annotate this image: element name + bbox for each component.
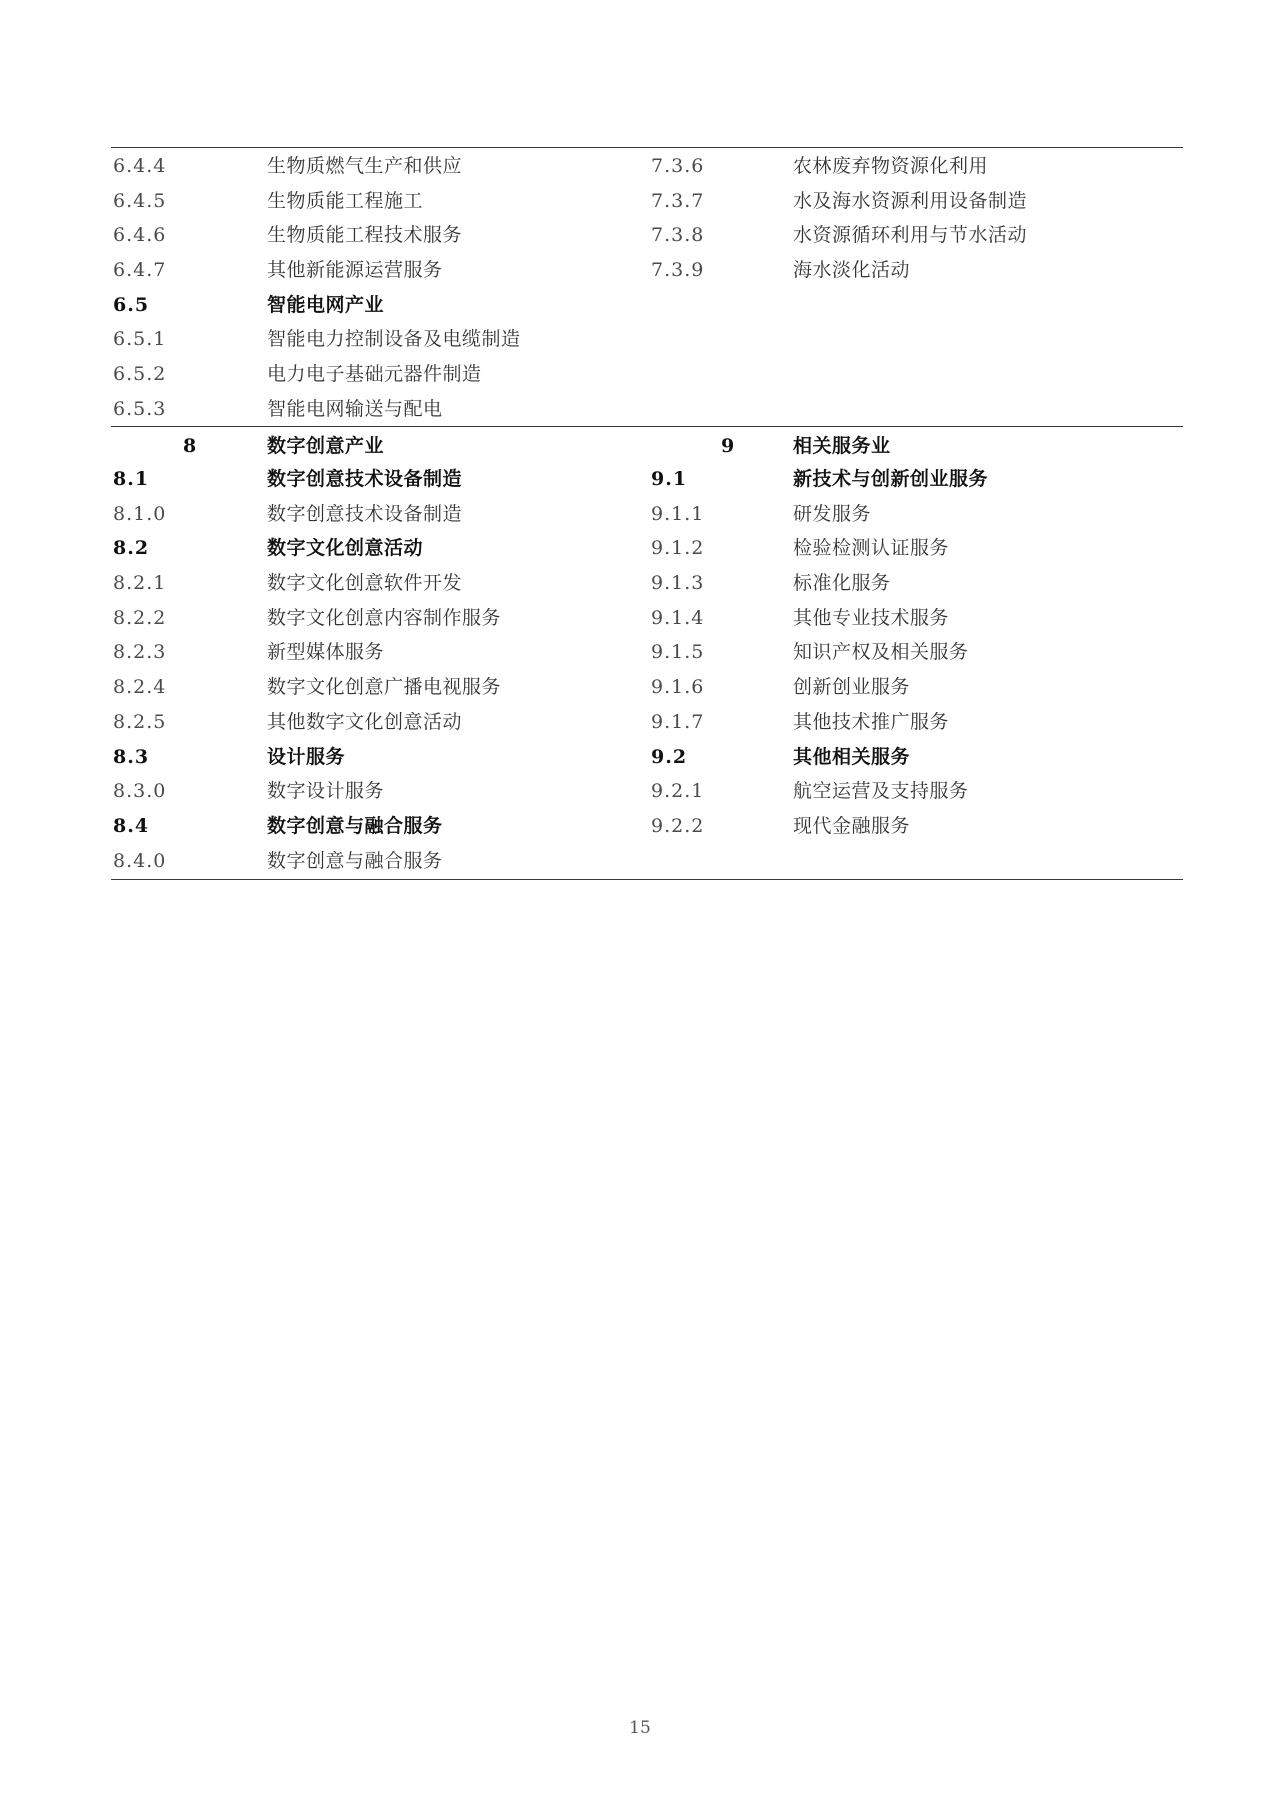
table-row <box>111 566 631 601</box>
row-label: 生物质能工程施工 <box>267 189 424 212</box>
right-column <box>649 430 1183 844</box>
row-label: 其他数字文化创意活动 <box>267 710 463 733</box>
row-label: 智能电网产业 <box>267 293 385 316</box>
row-label: 数字创意技术设备制造 <box>267 468 463 490</box>
row-label: 创新创业服务 <box>793 676 911 699</box>
row-label: 生物质燃气生产和供应 <box>267 155 463 177</box>
row-code: 7.3.6 <box>651 155 705 177</box>
row-code: 9.1.2 <box>651 537 705 560</box>
table-row <box>111 218 631 253</box>
row-code: 8.4 <box>113 814 150 837</box>
row-label: 标准化服务 <box>793 572 891 595</box>
row-label: 知识产权及相关服务 <box>793 641 969 664</box>
row-label: 数字创意技术设备制造 <box>267 502 463 525</box>
row-label: 海水淡化活动 <box>793 259 911 282</box>
table-row <box>111 601 631 636</box>
row-label: 水资源循环利用与节水活动 <box>793 224 1028 247</box>
table-row-category <box>649 430 1183 462</box>
table-row-subheading <box>111 531 631 566</box>
row-label: 检验检测认证服务 <box>793 537 950 560</box>
row-label: 其他技术推广服务 <box>793 710 950 733</box>
table-row <box>111 844 631 879</box>
page-number: 15 <box>629 1718 651 1738</box>
table-row <box>649 497 1183 532</box>
table-divider-rule <box>111 426 1183 427</box>
row-label: 智能电网输送与配电 <box>267 397 443 420</box>
table-row <box>649 149 1183 184</box>
category-code: 8 <box>183 435 198 457</box>
table-row-subheading <box>649 462 1183 497</box>
table-row <box>111 322 631 357</box>
row-label: 数字文化创意广播电视服务 <box>267 676 502 699</box>
table-row-subheading <box>111 288 631 323</box>
table-row <box>111 253 631 288</box>
table-row <box>649 635 1183 670</box>
row-label: 数字创意与融合服务 <box>267 814 443 837</box>
row-label: 其他新能源运营服务 <box>267 259 443 282</box>
row-label: 电力电子基础元器件制造 <box>267 363 482 386</box>
row-code: 8.2.4 <box>113 676 167 699</box>
table-row <box>111 184 631 219</box>
row-code: 7.3.9 <box>651 259 705 282</box>
table-row <box>649 531 1183 566</box>
row-code: 8.2.2 <box>113 606 167 629</box>
row-label: 数字文化创意软件开发 <box>267 572 463 595</box>
row-label: 设计服务 <box>267 745 346 768</box>
table-row <box>649 253 1183 288</box>
category-label: 数字创意产业 <box>267 435 385 457</box>
table-row-subheading <box>111 740 631 775</box>
row-code: 6.4.6 <box>113 224 167 247</box>
row-code: 9.1 <box>651 468 688 490</box>
row-code: 6.4.7 <box>113 259 167 282</box>
row-code: 8.1 <box>113 468 150 490</box>
left-column <box>111 430 631 878</box>
table-row <box>649 809 1183 844</box>
left-column <box>111 149 631 427</box>
row-code: 6.4.5 <box>113 189 167 212</box>
table-row <box>111 497 631 532</box>
table-row <box>111 670 631 705</box>
table-bottom-rule <box>111 879 1183 880</box>
row-code: 8.1.0 <box>113 502 167 525</box>
table-row <box>111 149 631 184</box>
row-code: 6.5.3 <box>113 397 167 420</box>
row-label: 新技术与创新创业服务 <box>793 468 989 490</box>
table-row <box>111 705 631 740</box>
table-top-rule <box>111 147 1183 148</box>
row-label: 其他相关服务 <box>793 745 911 768</box>
table-row <box>649 218 1183 253</box>
row-code: 8.2.3 <box>113 641 167 664</box>
row-code: 7.3.8 <box>651 224 705 247</box>
category-code: 9 <box>721 435 736 457</box>
row-code: 8.2 <box>113 537 150 560</box>
row-code: 8.3.0 <box>113 780 167 803</box>
row-code: 9.1.4 <box>651 606 705 629</box>
row-code: 9.1.7 <box>651 710 705 733</box>
table-row-subheading <box>111 809 631 844</box>
row-code: 6.4.4 <box>113 155 167 177</box>
row-code: 9.2.1 <box>651 780 705 803</box>
table-row-subheading <box>111 462 631 497</box>
row-code: 6.5.1 <box>113 328 167 351</box>
row-code: 9.1.5 <box>651 641 705 664</box>
row-label: 农林废弃物资源化利用 <box>793 155 989 177</box>
row-code: 9.1.6 <box>651 676 705 699</box>
row-code: 8.2.5 <box>113 710 167 733</box>
table-row <box>649 705 1183 740</box>
row-label: 现代金融服务 <box>793 814 911 837</box>
row-code: 7.3.7 <box>651 189 705 212</box>
row-code: 6.5 <box>113 293 150 316</box>
row-label: 水及海水资源利用设备制造 <box>793 189 1028 212</box>
table-row-subheading <box>649 740 1183 775</box>
row-label: 其他专业技术服务 <box>793 606 950 629</box>
row-label: 数字文化创意内容制作服务 <box>267 606 502 629</box>
row-code: 9.2 <box>651 745 688 768</box>
row-label: 数字文化创意活动 <box>267 537 424 560</box>
table-row <box>111 392 631 427</box>
table-row <box>649 774 1183 809</box>
row-code: 8.4.0 <box>113 849 167 872</box>
category-label: 相关服务业 <box>793 435 891 457</box>
table-row <box>111 774 631 809</box>
row-code: 8.2.1 <box>113 572 167 595</box>
row-label: 生物质能工程技术服务 <box>267 224 463 247</box>
table-row <box>111 357 631 392</box>
table-row-category <box>111 430 631 462</box>
row-label: 研发服务 <box>793 502 872 525</box>
row-code: 9.2.2 <box>651 814 705 837</box>
row-code: 9.1.1 <box>651 502 705 525</box>
row-label: 数字设计服务 <box>267 780 385 803</box>
table-row <box>649 184 1183 219</box>
row-code: 8.3 <box>113 745 150 768</box>
table-row <box>111 635 631 670</box>
right-column <box>649 149 1183 288</box>
row-code: 9.1.3 <box>651 572 705 595</box>
table-row <box>649 670 1183 705</box>
table-row <box>649 566 1183 601</box>
row-code: 6.5.2 <box>113 363 167 386</box>
table-row <box>649 601 1183 636</box>
row-label: 数字创意与融合服务 <box>267 849 443 872</box>
row-label: 航空运营及支持服务 <box>793 780 969 803</box>
row-label: 智能电力控制设备及电缆制造 <box>267 328 521 351</box>
row-label: 新型媒体服务 <box>267 641 385 664</box>
